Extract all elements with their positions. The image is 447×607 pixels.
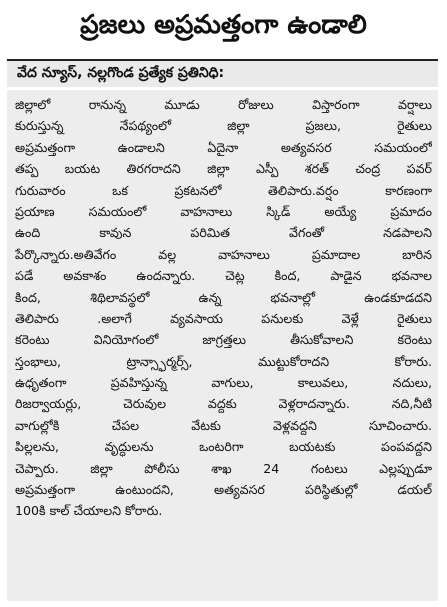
body-line: అప్రమత్తంగా ఉండాలని ఏదైనా అత్యవసర సమయంలో — [15, 139, 432, 155]
body-line: అప్రమత్తంగా ఉంటుందని, అత్యవసర పరిస్థితుల్లో డయల్ — [15, 482, 432, 498]
body-line: జిల్లాలో రానున్న మూడు రోజులు విస్తారంగా వర్షాలు — [15, 97, 432, 112]
byline-box — [7, 59, 438, 87]
byline: వేద న్యూస్, నల్లగొండ ప్రత్యేక ప్రతినిధి: — [17, 64, 225, 81]
headline: ప్రజలు అప్రమత్తంగా ఉండాలి — [80, 10, 367, 40]
body-line: తప్ప బయట తిరగరాదని జిల్లా ఎస్పీ శరత్ చంద్ర పవర్ — [15, 161, 432, 177]
body-line: పడే అవకాశం ఉందన్నారు. చెట్ల కింద, పాడైన భవనాల — [15, 268, 432, 284]
body-line: రిజర్వాయర్లు, చెరువుల వద్దకు వెళ్లరాదన్నారు. నది,నీటి — [15, 396, 432, 412]
body-line: స్తంభాలు, ట్రాన్స్ఫార్మర్స్, ముట్టుకోరాదని కోరారు. — [15, 353, 432, 369]
body-line: ప్రయాణ సమయంలో వాహనాలు స్కిడ్ అయ్యే ప్రమాదం — [15, 203, 432, 219]
body-line: గురువారం ఒక ప్రకటనలో తెలిపారు.వర్షం కారణంగా — [15, 182, 432, 198]
headline-area — [0, 0, 447, 56]
body-line: పిల్లలను, వృద్ధులను ఒంటరిగా బయటకు పంపవద్దని — [15, 439, 432, 455]
body-line: పేర్కొన్నారు.అతివేగం వల్ల వాహనాలు ప్రమాదాల బారిన — [15, 246, 432, 262]
body-line: ఉంది కావున పరిమిత వేగంతో నడపాలని — [15, 225, 432, 241]
body-line: 100కి కాల్ చేయాలని కోరారు. — [15, 503, 163, 519]
body-line: ఉధృతంగా ప్రవహిస్తున్న వాగులు, కాలువలు, నదులు, — [15, 375, 432, 391]
body-line: కరెంటు వినియోగంలో జాగ్రత్తలు తీసుకోవాలని కరెంటు — [15, 332, 432, 348]
article-body — [7, 90, 438, 601]
body-line: కింద, శిథిలావస్థలో ఉన్న భవనాల్లో ఉండకూడదని — [15, 289, 432, 305]
body-line: వాగుల్లోకి చేపల వేటకు వెళ్లవద్దని సూచించారు. — [15, 417, 432, 433]
body-line: చెప్పారు. జిల్లా పోలీసు శాఖ 24 గంటలు ఎల్లప్పుడూ — [15, 460, 432, 476]
body-line: కురుస్తున్న నేపథ్యంలో జిల్లా ప్రజలు, రైతులు — [15, 118, 432, 134]
body-line: తెలిపారు .అలాగే వ్యవసాయ పనులకు వెళ్లే రైతులు — [15, 310, 432, 326]
